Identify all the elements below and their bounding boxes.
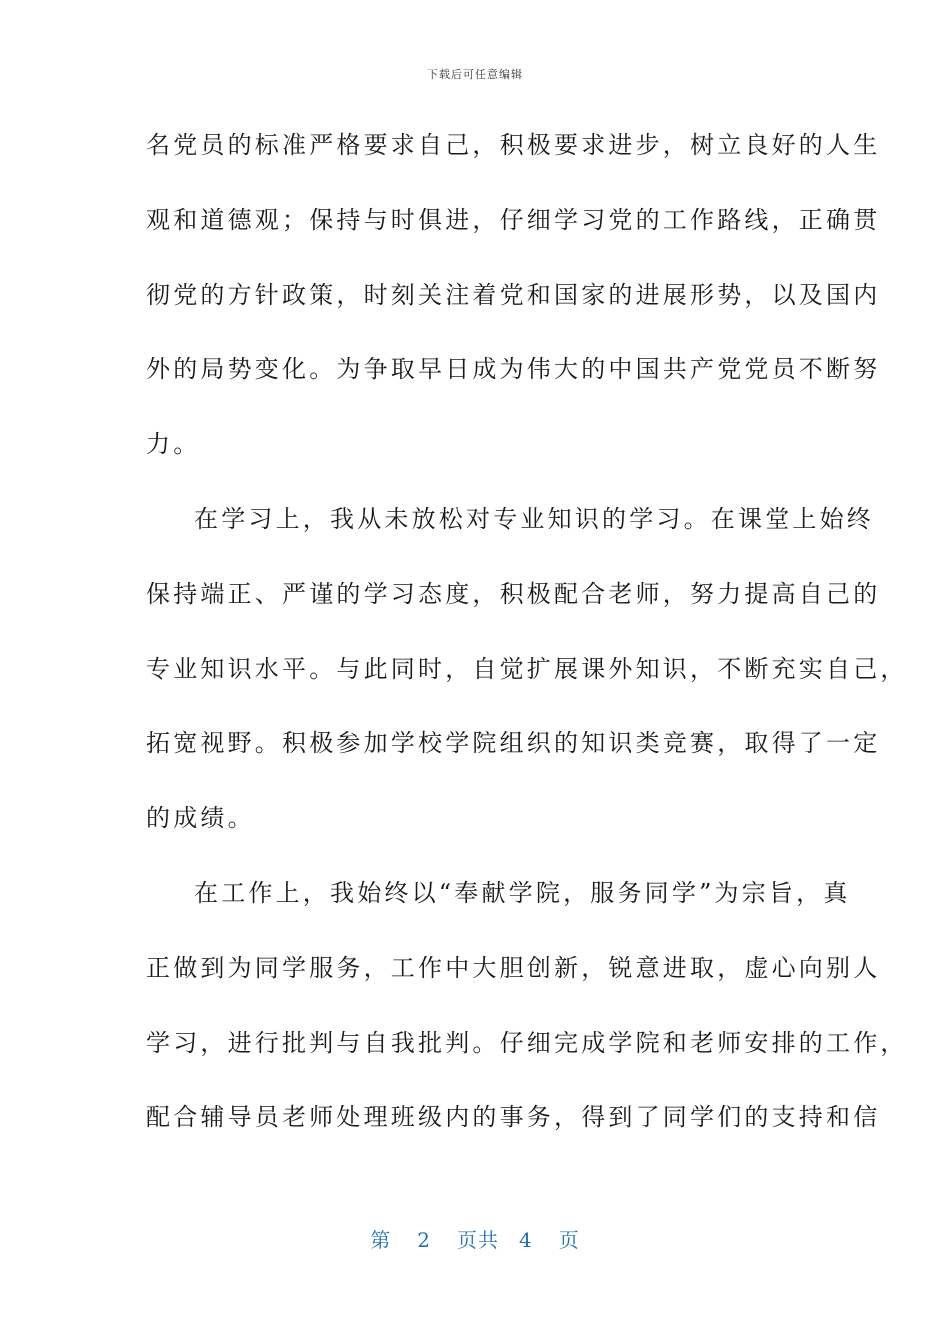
- text-line: 外的局势变化。为争取早日成为伟大的中国共产党党员不断努: [146, 355, 881, 384]
- text-line: 力。: [146, 430, 201, 459]
- text-line: 配合辅导员老师处理班级内的事务，得到了同学们的支持和信: [146, 1103, 881, 1132]
- text-line: 拓宽视野。积极参加学校学院组织的知识类竞赛，取得了一定: [146, 729, 881, 758]
- page-label-prefix: 第: [370, 1228, 392, 1252]
- page-label-suffix: 页: [558, 1228, 580, 1252]
- total-pages-number: 4: [519, 1228, 533, 1252]
- text-line: 学习，进行批判与自我批判。仔细完成学院和老师安排的工作，: [146, 1028, 908, 1057]
- page-header-note: 下载后可任意编辑: [427, 68, 523, 81]
- text-line: 正做到为同学服务，工作中大胆创新，锐意进取，虚心向别人: [146, 953, 881, 982]
- current-page-number: 2: [417, 1228, 431, 1252]
- paragraph-start-line: 在工作上，我始终以“奉献学院，服务同学”为宗旨，真: [194, 878, 851, 907]
- text-line: 的成绩。: [146, 804, 255, 833]
- page-label-mid: 页共: [457, 1228, 499, 1252]
- text-line: 专业知识水平。与此同时，自觉扩展课外知识，不断充实自己，: [146, 654, 908, 683]
- document-body: [146, 118, 908, 1165]
- text-line: 保持端正、严谨的学习态度，积极配合老师，努力提高自己的: [146, 579, 881, 608]
- text-line: 观和道德观；保持与时俱进，仔细学习党的工作路线，正确贯: [146, 205, 881, 234]
- paragraph-start-line: 在学习上，我从未放松对专业知识的学习。在课堂上始终: [194, 504, 874, 533]
- text-line: 名党员的标准严格要求自己，积极要求进步，树立良好的人生: [146, 131, 881, 159]
- page-number-footer: [0, 1224, 950, 1253]
- text-line: 彻党的方针政策，时刻关注着党和国家的进展形势，以及国内: [146, 280, 881, 309]
